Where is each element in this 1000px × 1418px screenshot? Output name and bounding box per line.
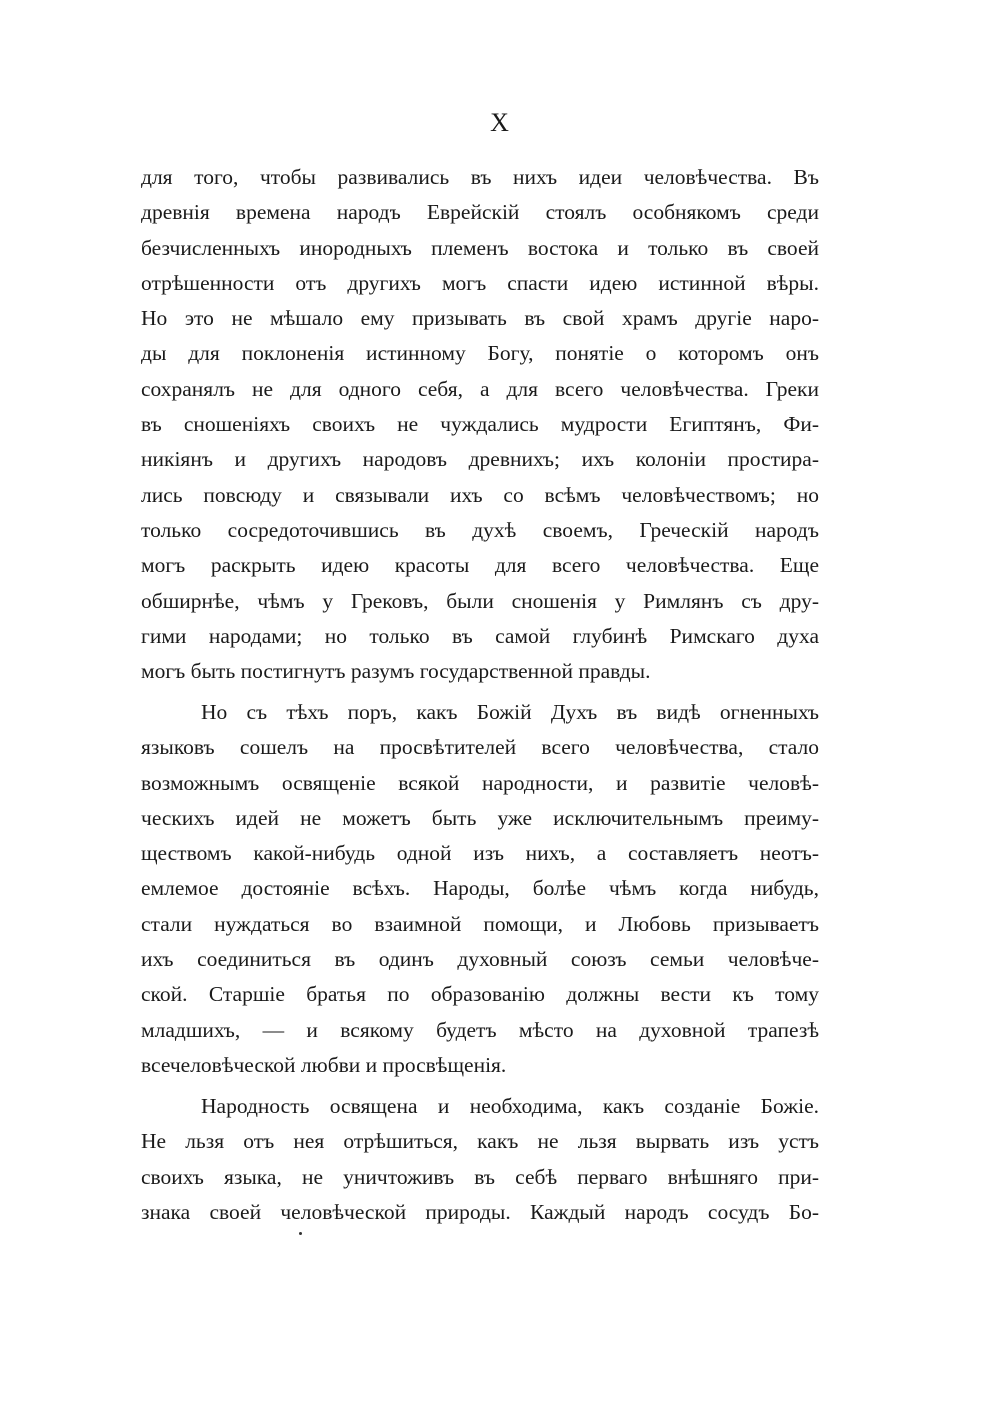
text-line: безчисленныхъ инородныхъ племенъ востока и только въ своей	[141, 235, 819, 260]
text-line: могъ раскрыть идею красоты для всего человѣчества. Еще	[141, 553, 819, 578]
text-line: емлемое достояніе всѣхъ. Народы, болѣе чѣмъ когда нибудь,	[141, 876, 819, 901]
text-line: обширнѣе, чѣмъ у Грековъ, были сношенія у Римлянъ съ дру-	[141, 588, 819, 613]
text-line: младшихъ, — и всякому будетъ мѣсто на духовной трапезѣ	[141, 1017, 819, 1042]
page-number: X	[490, 108, 510, 137]
text-line: своихъ языка, не уничтоживъ въ себѣ перваго внѣшняго при-	[141, 1164, 819, 1189]
text-line: только сосредоточившись въ духѣ своемъ, Греческій народъ	[141, 517, 819, 542]
text-line: стали нуждаться во взаимной помощи, и Любовь призываетъ	[141, 911, 819, 936]
text-line: древнія времена народъ Еврейскій стоялъ особнякомъ среди	[141, 200, 819, 225]
text-line: въ сношеніяхъ своихъ не чуждались мудрости Египтянъ, Фи-	[141, 412, 819, 437]
text-line: ческихъ идей не можетъ быть уже исключительнымъ преиму-	[141, 805, 819, 830]
text-line: Но это не мѣшало ему призывать въ свой храмъ другіе наро-	[141, 306, 819, 331]
text-line: языковъ сошелъ на просвѣтителей всего человѣчества, стало	[141, 735, 819, 760]
ink-speck	[299, 1232, 302, 1235]
text-line: сохранялъ не для одного себя, а для всего человѣчества. Греки	[141, 376, 819, 401]
text-line: могъ быть постигнутъ разумъ государственной правды.	[141, 659, 651, 684]
text-line: возможнымъ освященіе всякой народности, и развитіе человѣ-	[141, 770, 819, 795]
text-line: ихъ соединиться въ одинъ духовный союзъ семьи человѣче-	[141, 947, 819, 972]
text-line: отрѣшенности отъ другихъ могъ спасти идею истинной вѣры.	[141, 270, 819, 295]
text-line: никіянъ и другихъ народовъ древнихъ; ихъ колоніи простира-	[141, 447, 819, 472]
text-line: Не льзя отъ нея отрѣшиться, какъ не льзя вырвать изъ устъ	[141, 1129, 819, 1154]
text-line: знака своей человѣческой природы. Каждый народъ сосудъ Бо-	[141, 1199, 819, 1224]
paragraph-3	[141, 1089, 819, 1230]
text-line: Но съ тѣхъ поръ, какъ Божій Духъ въ видѣ огненныхъ	[201, 700, 819, 724]
text-line: гими народами; но только въ самой глубинѣ Римскаго духа	[141, 623, 819, 648]
text-line: Народность освящена и необходима, какъ созданіе Божіе.	[201, 1094, 819, 1118]
text-line: ской. Старшіе братья по образованію должны вести къ тому	[141, 982, 819, 1007]
text-line: лись повсюду и связывали ихъ со всѣмъ человѣчествомъ; но	[141, 482, 819, 507]
text-line: всечеловѣческой любви и просвѣщенія.	[141, 1052, 507, 1077]
text-line: ды для поклоненія истинному Богу, понятіе о которомъ онъ	[141, 341, 819, 366]
text-line: ществомъ какой-нибудь одной изъ нихъ, а составляетъ неотъ-	[141, 841, 819, 866]
paragraph-1	[141, 160, 819, 689]
paragraph-2	[141, 695, 819, 1083]
text-line: для того, чтобы развивались въ нихъ идеи человѣчества. Въ	[141, 165, 819, 189]
